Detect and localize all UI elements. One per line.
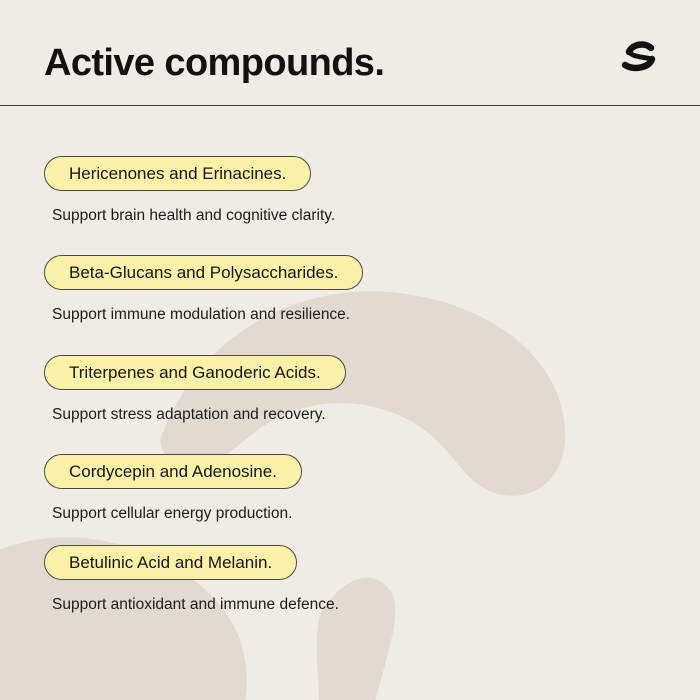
compound-name-pill: Triterpenes and Ganoderic Acids. — [44, 355, 346, 390]
compound-benefit: Support antioxidant and immune defence. — [52, 596, 339, 613]
page-header — [0, 0, 700, 106]
compound-name-pill: Cordycepin and Adenosine. — [44, 454, 302, 489]
compound-benefit: Support immune modulation and resilience. — [52, 306, 351, 323]
list-item — [44, 156, 336, 224]
compound-benefit: Support brain health and cognitive clarity. — [52, 207, 336, 224]
compound-name-pill: Hericenones and Erinacines. — [44, 156, 311, 191]
compound-name-pill: Betulinic Acid and Melanin. — [44, 545, 297, 580]
compound-benefit: Support stress adaptation and recovery. — [52, 406, 326, 423]
list-item — [44, 355, 346, 423]
compound-name-pill: Beta-Glucans and Polysaccharides. — [44, 255, 363, 290]
list-item — [44, 255, 363, 323]
swirl-logo-icon — [617, 40, 659, 74]
list-item — [44, 454, 302, 522]
list-item — [44, 545, 339, 613]
compound-benefit: Support cellular energy production. — [52, 505, 293, 522]
page-title: Active compounds. — [44, 42, 385, 84]
